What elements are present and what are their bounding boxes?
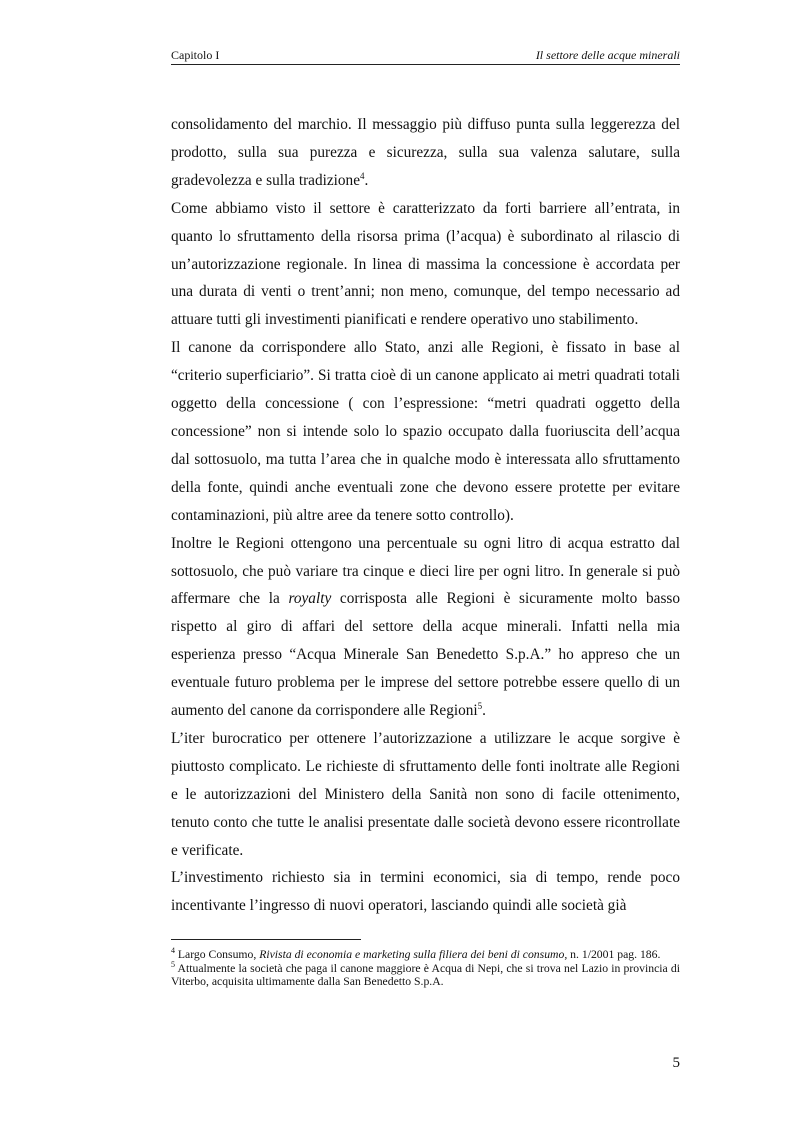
page-number: 5 <box>672 1055 680 1071</box>
footnote-number: 5 <box>171 959 175 969</box>
footnote-number: 4 <box>171 946 175 955</box>
paragraph-end: . <box>364 171 369 189</box>
paragraph-text: corrisposta alle Regioni è sicuramente molto basso rispetto al giro di affari del settore della acque minerali. Infatti nella mia esperienza presso “Acqua Minerale San Benedetto S.p.A.” ho appreso che un eventuale futuro problema per le imprese del settore potrebbe essere quello di un aumento del canone da corrispondere alle Regioni <box>171 590 680 720</box>
paragraph: L’investimento richiesto sia in termini economici, sia di tempo, rende poco incentivante l’ingresso di nuovi operatori, lasciando quindi alle società già <box>171 869 680 915</box>
paragraph <box>171 530 680 725</box>
footnote-ref-5[interactable]: 5 <box>477 701 483 712</box>
footnote-text: , n. 1/2001 pag. 186. <box>564 948 661 961</box>
paragraph: Come abbiamo visto il settore è caratterizzato da forti barriere all’entrata, in quanto lo sfruttamento della risorsa prima (l’acqua) è subordinato al rilascio di un’autorizzazione regionale. In linea di massima la concessione è accordata per una durata di venti o trent’anni; non meno, comunque, del tempo necessario ad attuare tutti gli investimenti pianificati e rendere operativo uno stabilimento. <box>171 199 680 329</box>
section-title: Il settore delle acque minerali <box>535 48 680 62</box>
paragraph-text: consolidamento del marchio. Il messaggio più diffuso punta sulla leggerezza del prodotto, sulla sua purezza e sicurezza, sulla sua valenza salutare, sulla gradevolezza e sulla tradizione <box>171 116 680 189</box>
paragraph-end: . <box>482 702 486 720</box>
footnote-text: Largo Consumo, <box>175 948 260 961</box>
italic-term: royalty <box>288 590 332 608</box>
footnote-5 <box>171 959 680 989</box>
chapter-label: Capitolo I <box>171 48 220 62</box>
footnote-ref-4[interactable]: 4 <box>360 170 365 181</box>
paragraph: L’iter burocratico per ottenere l’autorizzazione a utilizzare le acque sorgive è piuttosto complicato. Le richieste di sfruttamento delle fonti inoltrate alle Regioni e le autorizzazioni del Ministero della Sanità non sono di facile ottenimento, tenuto conto che tutte le analisi presentate dalle società devono essere ricontrollate e verificate. <box>171 729 680 859</box>
main-text <box>171 111 680 920</box>
footnotes <box>171 948 680 989</box>
footnote-text: Attualmente la società che paga il canone maggiore è Acqua di Nepi, che si trova nel Lazio in provincia di Viterbo, acquisita ultimamente dalla San Benedetto S.p.A. <box>171 961 680 988</box>
paragraph: Il canone da corrispondere allo Stato, anzi alle Regioni, è fissato in base al “criterio superficiario”. Si tratta cioè di un canone applicato ai metri quadrati totali oggetto della concessione ( con l’espressione: “metri quadrati oggetto della concessione” non si intende solo lo spazio occupato dalla fuoriuscita dell’acqua dal sottosuolo, ma tutta l’area che in qualche modo è interessata allo sfruttamento della fonte, quindi anche eventuali zone che devono essere protette per evitare contaminazioni, più altre aree da tenere sotto controllo). <box>171 339 680 524</box>
page-header <box>171 48 680 65</box>
paragraph-text: Inoltre le Regioni ottengono una percentuale su ogni litro di acqua estratto dal sottosuolo, che può variare tra cinque e dieci lire per ogni litro. In generale si può affermare che la <box>171 534 680 608</box>
journal-title: Rivista di economia e marketing sulla filiera dei beni di consumo <box>259 948 565 961</box>
footnote-4 <box>171 948 680 962</box>
paragraph <box>171 111 680 195</box>
footnote-divider <box>171 939 361 940</box>
